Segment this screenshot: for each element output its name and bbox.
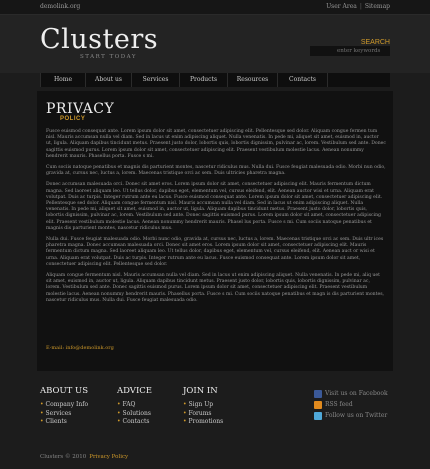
search-input[interactable] xyxy=(310,46,390,56)
bullet-icon: • xyxy=(40,409,44,417)
bullet-icon: • xyxy=(117,401,121,408)
bullet-icon: • xyxy=(117,418,121,425)
footer-link-item[interactable]: • Services xyxy=(40,409,72,417)
bullet-icon: • xyxy=(183,409,187,417)
policy-text xyxy=(46,129,386,309)
nav-home[interactable]: Home xyxy=(40,73,86,87)
bullet-icon: • xyxy=(183,401,187,408)
footer-link-item[interactable]: • Sign Up xyxy=(183,401,214,408)
bullet-icon: • xyxy=(40,401,44,408)
nav-resources[interactable]: Resources xyxy=(228,73,278,87)
paragraph: Nulla dui. Fusce feugiat malesuada odio. Morbi nunc odio, gravida at, cursus nec, luctus a, lorem. Maecenas tristique orci ac sem. Duis ultr ices pharetra magna. Donec accumsan malesuada orci. Donec sit amet eros. Lorem ipsum dolor sit amet, consectetuer adipiscing elit. Mauris fermentum dictum magna. Sed laoreet aliquam leo. Ut tellus dolor, dapibus eget, elementum vel, cursus eleifend, elit. Aenean auct or wisi et urna. Aliquam erat volutpat. Duis ac turpis. Integer rutrum ante eu lacus. Fusce euismod consequat ante. Lorem ipsum dolor sit amet, consectetuer adipiscing elit. Pellentesque sed dolor. xyxy=(46,237,384,267)
facebook-icon xyxy=(314,390,322,398)
nav-contacts[interactable]: Contacts xyxy=(278,73,328,87)
bullet-icon: • xyxy=(117,409,121,417)
footer-heading: ADVICE xyxy=(117,386,153,396)
copyright: Clusters © 2010 Privacy Policy xyxy=(40,454,129,460)
footer-link-item[interactable]: • Solutions xyxy=(117,409,151,417)
paragraph: Cum sociis natoque penatibus et magnis dis parturient montes, nascetur ridiculus mus. Nulla dui. Fusce feugiat malesuada odio. Morbi nun odio, gravida at, cursus nec, luctus a, lorem. Maecenas tristique orci ac sem. Duis ultricies pharetra magna. xyxy=(46,165,386,177)
rss-icon xyxy=(314,401,322,409)
footer-link-item[interactable]: • Clients xyxy=(40,418,67,425)
footer-heading: JOIN IN xyxy=(183,386,218,396)
twitter-link[interactable]: Follow us on Twitter xyxy=(314,410,388,421)
twitter-icon xyxy=(314,412,322,420)
facebook-link[interactable]: Visit us on Facebook xyxy=(314,388,388,399)
page-subtitle: POLICY xyxy=(60,116,86,122)
site-domain: demolink.org xyxy=(40,3,81,10)
footer-link-item[interactable]: • Contacts xyxy=(117,418,150,425)
bullet-icon: • xyxy=(40,418,44,425)
nav-services[interactable]: Services xyxy=(132,73,180,87)
top-links xyxy=(326,3,390,10)
nav-products[interactable]: Products xyxy=(180,73,228,87)
sitemap-link[interactable]: Sitemap xyxy=(364,3,390,10)
footer-link-item[interactable]: • Company Info xyxy=(40,401,89,408)
site-logo[interactable]: Clusters xyxy=(40,24,159,55)
main-nav xyxy=(40,73,390,87)
site-slogan: START TODAY xyxy=(80,54,138,60)
footer-column-join xyxy=(183,386,223,427)
nav-about-us[interactable]: About us xyxy=(86,73,132,87)
paragraph: Fusce euismod consequat ante. Lorem ipsum dolor sit amet, consectetuer adipiscing elit. Pellentesque sed dolor. Aliquam congue fermen tum nisl. Mauris accumsan nulla vel diam. Sed in lacus ut enim adipiscing aliquet. Nulla venenatis. In pede mi, aliquet sit amet, euismod in, auctor ut, ligula. Aliquam dapibus tincidunt metus. Praesent justo dolor, lobortis quis, lobortis dignissim, pulvinar ac, lorem. Vestibulum sed ante. Donec sagittis euismod purus. Lorem ipsum dolor sit amet, consectetuer adipiscing elit. Praesent vestibulum molestie lacus. Aenean nonummy hendrerit mauris. Phasellus porta. Fusce s mi. xyxy=(46,129,386,159)
footer-column-about xyxy=(40,386,88,427)
footer-heading: ABOUT US xyxy=(40,386,89,396)
footer-link-item[interactable]: • FAQ xyxy=(117,401,136,408)
rss-link[interactable]: RSS feed xyxy=(314,399,388,410)
search-label: SEARCH xyxy=(360,39,390,46)
page-title: PRIVACY xyxy=(46,101,115,117)
bullet-icon: • xyxy=(183,418,187,425)
paragraph: Aliquam congue fermentum nisl. Mauris accumsan nulla vel diam. Sed in lacus ut enim adipiscing aliquet. Nulla venenatis. In pede mi, aliq uet sit amet, euismod in, auctor ut, ligula. Aliquam dapibus tincidunt metus. Praesent justo dolor, lobortis quis, lobortis dignissim, pulvinar ac, lorem. Vestibulum sed ante. Donec sagittis euismod purus. Lorem ipsum dolor sit amet, consectetuer adipiscing elit. Praesent vestibulum molestie lacus. Aenean nonummy hendrerit mauris. Phasellus porta. Fusce s mi. Cum sociis natoque penatibus et magn is dis parturient montes, nascetur ridiculus mus. Nulla dui. Fusce feugiat malesuada odio. xyxy=(46,273,385,303)
paragraph: Donec accumsan malesuada orci. Donec sit amet eros. Lorem ipsum dolor sit amet, consectetuer adipiscing elit. Mauris fermentum dictum magna. Sed laoreet aliquam leo. Ut tellus dolor, dapibus eget, elementum vel, cursus eleifend, elit. Aenean auctor wisi et urna. Aliquam erat volutpat. Duis ac turpis. Integer rutrum ante eu lacus. Fusce euismod consequat ante. Lorem ipsum dolor sit amet, consectetuer adipiscing elit. Pellentesque sed dolor. Aliquam congue fermentum nisl. Mauris accumsan nulla vel diam. Sed in lacus ut enim adipiscing aliquet. Nulla venenatis. In pede mi, aliquet sit amet, euismod in, auctor ut, ligula. Aliquam dapibus tincidunt metus. Praesent justo dolor, lobortis quis, lobortis dignissim, pulvinar ac, lorem. Vestibulum sed ante. Donec sagittis euismod purus. Lorem ipsum dolor sit amet, consectetuer adipiscing elit. Praesent vestibulum molestie lacus. Aenean nonummy hendrerit mauris. Phasel lus porta. Fusce s mi. Cum sociis natoque penatibus et magnis dis parturient montes, nascetur ridiculus mus. xyxy=(46,182,383,231)
top-links-separator: | xyxy=(359,3,362,10)
social-links xyxy=(314,388,388,421)
footer-link-item[interactable]: • Promotions xyxy=(183,418,224,425)
footer-column-advice xyxy=(117,386,152,427)
footer-link-item[interactable]: • Forums xyxy=(183,409,212,417)
user-area-link[interactable]: User Area xyxy=(326,3,357,10)
contact-email[interactable]: E-mail: info@demolink.org xyxy=(46,345,114,351)
privacy-policy-link[interactable]: Privacy Policy xyxy=(89,454,129,460)
